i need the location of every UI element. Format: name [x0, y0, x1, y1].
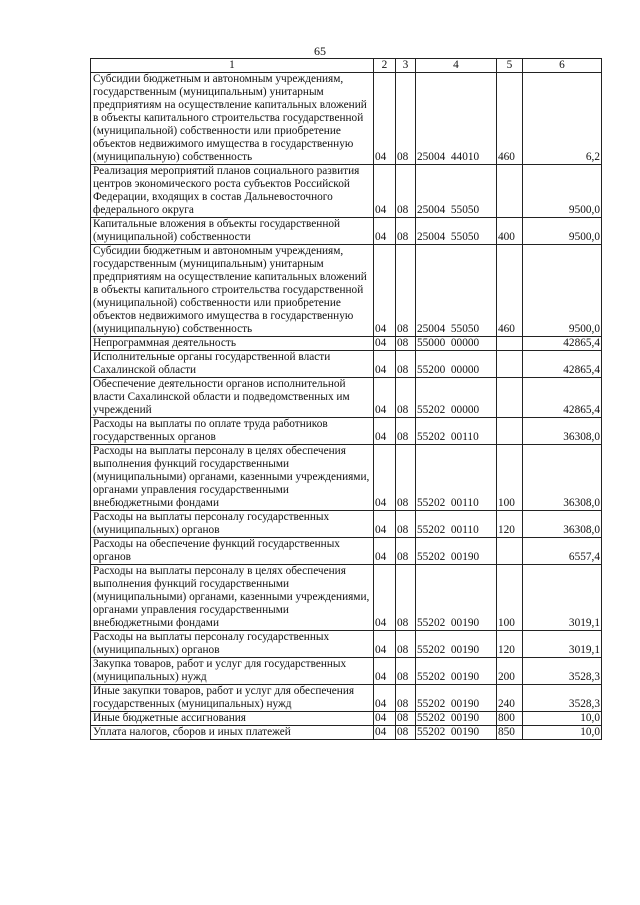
amount-cell: 3019,1	[523, 631, 602, 658]
table-row	[91, 685, 602, 712]
amount-cell: 36308,0	[523, 445, 602, 511]
section-code-cell: 04	[374, 351, 396, 378]
table-row	[91, 726, 602, 740]
amount-cell: 3019,1	[523, 565, 602, 631]
target-article-code-cell: 25004 55050	[416, 245, 497, 337]
expense-type-code-cell	[497, 418, 523, 445]
column-header-6: 6	[523, 59, 602, 73]
subsection-code-cell: 08	[396, 538, 416, 565]
section-code-cell: 04	[374, 165, 396, 218]
table-row	[91, 378, 602, 418]
section-code-cell: 04	[374, 511, 396, 538]
amount-cell: 42865,4	[523, 378, 602, 418]
section-code-cell: 04	[374, 726, 396, 740]
target-article-code-cell: 55202 00190	[416, 565, 497, 631]
expense-type-code-cell: 120	[497, 511, 523, 538]
column-header-5: 5	[497, 59, 523, 73]
subsection-code-cell: 08	[396, 337, 416, 351]
amount-cell: 6557,4	[523, 538, 602, 565]
amount-cell: 9500,0	[523, 245, 602, 337]
section-code-cell: 04	[374, 538, 396, 565]
amount-cell: 10,0	[523, 726, 602, 740]
section-code-cell: 04	[374, 658, 396, 685]
subsection-code-cell: 08	[396, 351, 416, 378]
expense-type-code-cell	[497, 538, 523, 565]
subsection-code-cell: 08	[396, 165, 416, 218]
amount-cell: 36308,0	[523, 418, 602, 445]
table-row	[91, 538, 602, 565]
expense-type-code-cell: 240	[497, 685, 523, 712]
section-code-cell: 04	[374, 685, 396, 712]
column-header-4: 4	[416, 59, 497, 73]
table-row	[91, 511, 602, 538]
expense-name-cell: Расходы на обеспечение функций государственных органов	[91, 538, 374, 565]
expense-name-cell: Субсидии бюджетным и автономным учреждениям, государственным (муниципальным) унитарным предприятиям на осуществление капитальных вложений в объекты капитального строительства государственной (муниципальной) собственности или приобретение объектов недвижимого имущества в государственную (муниципальную) собственность	[91, 73, 374, 165]
amount-cell: 9500,0	[523, 165, 602, 218]
target-article-code-cell: 55000 00000	[416, 337, 497, 351]
column-header-3: 3	[396, 59, 416, 73]
table-row	[91, 218, 602, 245]
target-article-code-cell: 25004 55050	[416, 165, 497, 218]
subsection-code-cell: 08	[396, 418, 416, 445]
amount-cell: 42865,4	[523, 337, 602, 351]
expense-name-cell: Расходы на выплаты персоналу государственных (муниципальных) органов	[91, 511, 374, 538]
expense-name-cell: Расходы на выплаты персоналу государственных (муниципальных) органов	[91, 631, 374, 658]
amount-cell: 9500,0	[523, 218, 602, 245]
section-code-cell: 04	[374, 565, 396, 631]
expense-name-cell: Обеспечение деятельности органов исполнительной власти Сахалинской области и подведомственных им учреждений	[91, 378, 374, 418]
subsection-code-cell: 08	[396, 565, 416, 631]
target-article-code-cell: 55202 00190	[416, 712, 497, 726]
target-article-code-cell: 55202 00190	[416, 631, 497, 658]
section-code-cell: 04	[374, 245, 396, 337]
expense-type-code-cell: 100	[497, 565, 523, 631]
section-code-cell: 04	[374, 445, 396, 511]
target-article-code-cell: 55202 00110	[416, 445, 497, 511]
amount-cell: 3528,3	[523, 685, 602, 712]
target-article-code-cell: 25004 55050	[416, 218, 497, 245]
section-code-cell: 04	[374, 418, 396, 445]
table-row	[91, 445, 602, 511]
expense-type-code-cell: 460	[497, 245, 523, 337]
table-row	[91, 245, 602, 337]
subsection-code-cell: 08	[396, 245, 416, 337]
expense-type-code-cell: 100	[497, 445, 523, 511]
target-article-code-cell: 55202 00190	[416, 538, 497, 565]
expense-name-cell: Исполнительные органы государственной власти Сахалинской области	[91, 351, 374, 378]
table-row	[91, 658, 602, 685]
expense-name-cell: Субсидии бюджетным и автономным учреждениям, государственным (муниципальным) унитарным предприятиям на осуществление капитальных вложений в объекты капитального строительства государственной (муниципальной) собственности или приобретение объектов недвижимого имущества в государственную (муниципальную) собственность	[91, 245, 374, 337]
section-code-cell: 04	[374, 712, 396, 726]
table-row	[91, 165, 602, 218]
subsection-code-cell: 08	[396, 445, 416, 511]
amount-cell: 10,0	[523, 712, 602, 726]
expense-type-code-cell	[497, 337, 523, 351]
column-header-1: 1	[91, 59, 374, 73]
header-row	[91, 59, 602, 73]
expense-type-code-cell: 400	[497, 218, 523, 245]
section-code-cell: 04	[374, 378, 396, 418]
expense-type-code-cell	[497, 165, 523, 218]
expense-name-cell: Расходы на выплаты персоналу в целях обеспечения выполнения функций государственными (муниципальными) органами, казенными учреждениями, органами управления государственными внебюджетными фондами	[91, 445, 374, 511]
expense-type-code-cell: 800	[497, 712, 523, 726]
expense-name-cell: Уплата налогов, сборов и иных платежей	[91, 726, 374, 740]
column-header-2: 2	[374, 59, 396, 73]
expense-type-code-cell	[497, 351, 523, 378]
table-row	[91, 418, 602, 445]
expense-type-code-cell	[497, 378, 523, 418]
target-article-code-cell: 55202 00110	[416, 418, 497, 445]
subsection-code-cell: 08	[396, 378, 416, 418]
expense-name-cell: Капитальные вложения в объекты государственной (муниципальной) собственности	[91, 218, 374, 245]
page-number: 65	[314, 44, 326, 58]
subsection-code-cell: 08	[396, 726, 416, 740]
expense-name-cell: Иные закупки товаров, работ и услуг для обеспечения государственных (муниципальных) нужд	[91, 685, 374, 712]
target-article-code-cell: 55202 00190	[416, 726, 497, 740]
subsection-code-cell: 08	[396, 658, 416, 685]
table-row	[91, 73, 602, 165]
amount-cell: 42865,4	[523, 351, 602, 378]
table-row	[91, 565, 602, 631]
target-article-code-cell: 55202 00000	[416, 378, 497, 418]
section-code-cell: 04	[374, 218, 396, 245]
table-row	[91, 631, 602, 658]
expense-name-cell: Расходы на выплаты персоналу в целях обеспечения выполнения функций государственными (муниципальными) органами, казенными учреждениями, органами управления государственными внебюджетными фондами	[91, 565, 374, 631]
expense-type-code-cell: 850	[497, 726, 523, 740]
section-code-cell: 04	[374, 73, 396, 165]
subsection-code-cell: 08	[396, 712, 416, 726]
table-row	[91, 337, 602, 351]
subsection-code-cell: 08	[396, 631, 416, 658]
subsection-code-cell: 08	[396, 511, 416, 538]
subsection-code-cell: 08	[396, 218, 416, 245]
expense-name-cell: Закупка товаров, работ и услуг для государственных (муниципальных) нужд	[91, 658, 374, 685]
expense-name-cell: Расходы на выплаты по оплате труда работников государственных органов	[91, 418, 374, 445]
expense-type-code-cell: 460	[497, 73, 523, 165]
section-code-cell: 04	[374, 337, 396, 351]
amount-cell: 3528,3	[523, 658, 602, 685]
target-article-code-cell: 55202 00190	[416, 685, 497, 712]
expense-name-cell: Реализация мероприятий планов социального развития центров экономического роста субъектов Российской Федерации, входящих в состав Дальневосточного федерального округа	[91, 165, 374, 218]
amount-cell: 36308,0	[523, 511, 602, 538]
table-row	[91, 712, 602, 726]
expense-name-cell: Непрограммная деятельность	[91, 337, 374, 351]
expense-type-code-cell: 120	[497, 631, 523, 658]
subsection-code-cell: 08	[396, 73, 416, 165]
subsection-code-cell: 08	[396, 685, 416, 712]
amount-cell: 6,2	[523, 73, 602, 165]
table-row	[91, 351, 602, 378]
target-article-code-cell: 55200 00000	[416, 351, 497, 378]
target-article-code-cell: 55202 00190	[416, 658, 497, 685]
section-code-cell: 04	[374, 631, 396, 658]
target-article-code-cell: 55202 00110	[416, 511, 497, 538]
budget-table	[90, 58, 602, 740]
expense-type-code-cell: 200	[497, 658, 523, 685]
expense-name-cell: Иные бюджетные ассигнования	[91, 712, 374, 726]
target-article-code-cell: 25004 44010	[416, 73, 497, 165]
